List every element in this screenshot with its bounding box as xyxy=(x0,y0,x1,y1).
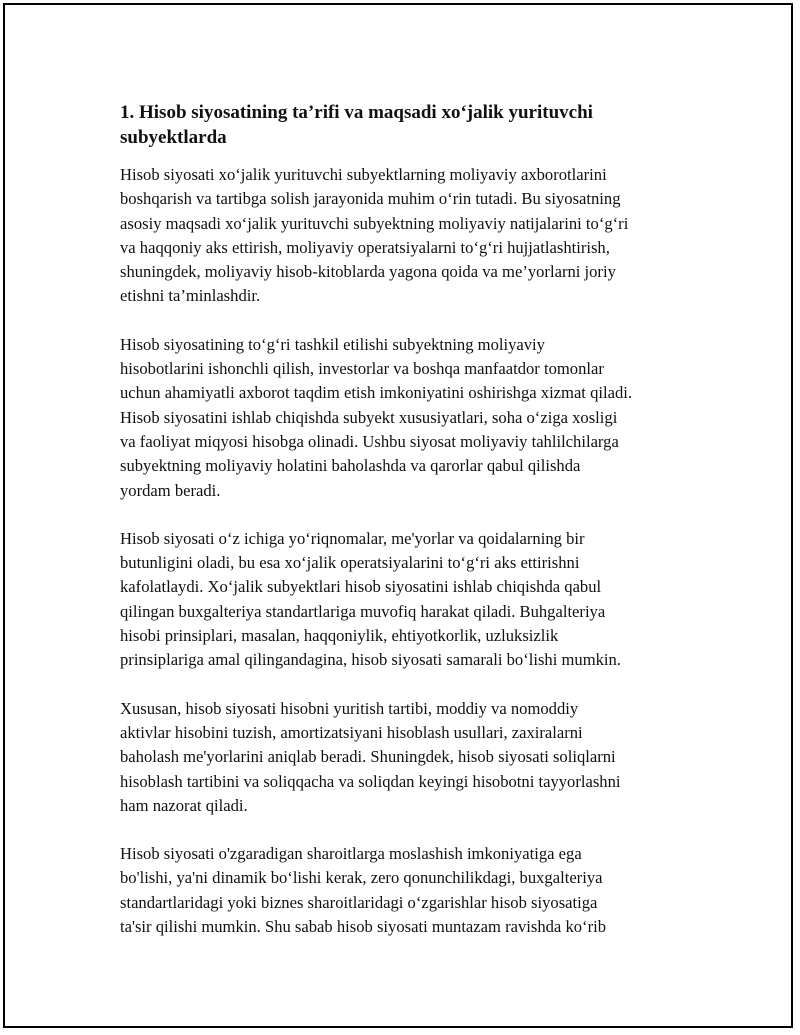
paragraph-5: Hisob siyosati o'zgaradigan sharoitlarga moslashish imkoniyatiga ega bo'lishi, ya'ni dinamik bo‘lishi kerak, zero qonunchilikdagi, buxgalteriya standartlaridagi yoki biznes sharoitlaridagi o‘zgarishlar hisob siyosatiga ta'sir qilishi mumkin. Shu sabab hisob siyosati muntazam ravishda ko‘rib xyxy=(120,844,606,937)
section-heading: 1. Hisob siyosatining ta’rifi va maqsadi xo‘jalik yurituvchi subyektlarda xyxy=(120,102,593,148)
paragraph-3: Hisob siyosati o‘z ichiga yo‘riqnomalar, me'yorlar va qoidalarning bir butunligini oladi, bu esa xo‘jalik operatsiyalarini to‘g‘ri aks ettirishni kafolatlaydi. Xo‘jalik subyektlari hisob siyosatini ishlab chiqishda qabul qilingan buxgalteriya standartlariga muvofiq harakat qiladi. Buhgalteriya hisobi prinsiplari, masalan, haqqoniylik, ehtiyotkorlik, uzluksizlik prinsiplariga amal qilingandagina, hisob siyosati samarali bo‘lishi mumkin. xyxy=(120,528,621,670)
document-content xyxy=(120,100,685,963)
document-page xyxy=(3,3,793,1028)
paragraph-2: Hisob siyosatining to‘g‘ri tashkil etilishi subyektning moliyaviy hisobotlarini ishonchli qilish, investorlar va boshqa manfaatdor tomonlar uchun ahamiyatli axborot taqdim etish imkoniyatini oshirishga xizmat qiladi. Hisob siyosatini ishlab chiqishda subyekt xususiyatlari, soha o‘ziga xosligi va faoliyat miqyosi hisobga olinadi. Ushbu siyosat moliyaviy tahlilchilarga subyektning moliyaviy holatini baholashda va qarorlar qabul qilishda yordam beradi. xyxy=(120,334,633,500)
paragraph-4: Xususan, hisob siyosati hisobni yuritish tartibi, moddiy va nomoddiy aktivlar hisobini tuzish, amortizatsiyani hisoblash usullari, zaxiralarni baholash me'yorlarini aniqlab beradi. Shuningdek, hisob siyosati soliqlarni hisoblash tartibini va soliqqacha va soliqdan keyingi hisobotni tayyorlashni ham nazorat qiladi. xyxy=(120,698,621,815)
paragraph-1: Hisob siyosati xo‘jalik yurituvchi subyektlarning moliyaviy axborotlarini boshqarish va tartibga solish jarayonida muhim o‘rin tutadi. Bu siyosatning asosiy maqsadi xo‘jalik yurituvchi subyektning moliyaviy natijalarini to‘g‘ri va haqqoniy aks ettirish, moliyaviy operatsiyalarni to‘g‘ri hujjatlashtirish, shuningdek, moliyaviy hisob-kitoblarda yagona qoida va me’yorlarni joriy etishni ta’minlashdir. xyxy=(120,165,629,306)
